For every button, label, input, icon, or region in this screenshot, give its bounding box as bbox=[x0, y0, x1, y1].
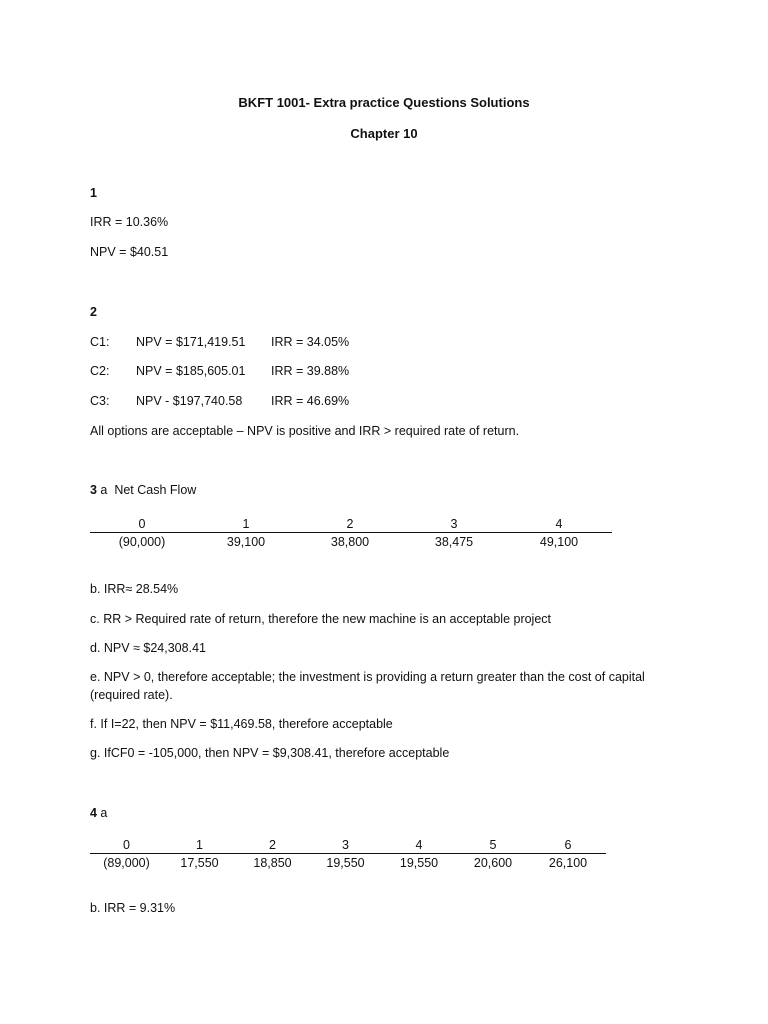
period-header: 4 bbox=[382, 834, 456, 854]
cash-flow-cell: 20,600 bbox=[473, 856, 513, 870]
q2-row-label: C2: bbox=[90, 364, 110, 378]
q2-row-npv: NPV = $185,605.01 bbox=[136, 364, 246, 378]
q2-row-irr: IRR = 34.05% bbox=[271, 335, 350, 349]
q2-row-irr: IRR = 46.69% bbox=[271, 394, 350, 408]
q4-heading bbox=[90, 806, 107, 820]
q3-part-c: c. RR > Required rate of return, therefore the new machine is an acceptable project bbox=[90, 612, 552, 626]
q1-npv: NPV = $40.51 bbox=[90, 245, 169, 259]
cash-flow-cell: 38,800 bbox=[330, 535, 370, 549]
period-header: 2 bbox=[236, 834, 309, 854]
period-header: 1 bbox=[163, 834, 236, 854]
cash-flow-cell: 19,550 bbox=[399, 856, 439, 870]
table-row bbox=[90, 533, 612, 556]
q4-part-b: b. IRR = 9.31% bbox=[90, 901, 176, 915]
table-row bbox=[90, 854, 606, 877]
cash-flow-cell: 26,100 bbox=[548, 856, 588, 870]
q3-part-d: d. NPV ≈ $24,308.41 bbox=[90, 641, 206, 655]
question-1-number: 1 bbox=[90, 186, 97, 200]
period-header: 0 bbox=[90, 834, 163, 854]
question-4-number: 4 bbox=[90, 806, 97, 820]
cash-flow-cell: 49,100 bbox=[539, 535, 579, 549]
period-header: 2 bbox=[298, 513, 402, 533]
cash-flow-cell: 18,850 bbox=[253, 856, 292, 870]
q4-cash-flow-table bbox=[90, 834, 606, 876]
cash-flow-cell: 39,100 bbox=[226, 535, 266, 549]
cash-flow-cell: 17,550 bbox=[180, 856, 219, 870]
q2-row-label: C1: bbox=[90, 335, 110, 349]
q3-part-e-line2: (required rate). bbox=[90, 688, 173, 702]
chapter-heading: Chapter 10 bbox=[350, 126, 418, 141]
q2-conclusion: All options are acceptable – NPV is positive and IRR > required rate of return. bbox=[90, 424, 520, 438]
document-title: BKFT 1001- Extra practice Questions Solutions bbox=[238, 95, 530, 110]
period-header: 0 bbox=[90, 513, 194, 533]
q3-part-g: g. IfCF0 = -105,000, then NPV = $9,308.41, therefore acceptable bbox=[90, 746, 450, 760]
q3-part-f: f. If I=22, then NPV = $11,469.58, therefore acceptable bbox=[90, 717, 393, 731]
cash-flow-cell: 38,475 bbox=[434, 535, 474, 549]
question-3-number: 3 bbox=[90, 483, 97, 497]
cash-flow-cell: (89,000) bbox=[103, 856, 150, 870]
period-header: 3 bbox=[402, 513, 506, 533]
table-header-row bbox=[90, 834, 606, 854]
period-header: 4 bbox=[506, 513, 612, 533]
cash-flow-cell: (90,000) bbox=[118, 535, 166, 549]
q3-part-a-label: a Net Cash Flow bbox=[96, 483, 197, 497]
period-header: 3 bbox=[309, 834, 382, 854]
q3-part-b: b. IRR≈ 28.54% bbox=[90, 582, 179, 596]
period-header: 6 bbox=[530, 834, 606, 854]
q2-row-npv: NPV - $197,740.58 bbox=[136, 394, 243, 408]
table-header-row bbox=[90, 513, 612, 533]
q2-row-irr: IRR = 39.88% bbox=[271, 364, 350, 378]
period-header: 1 bbox=[194, 513, 298, 533]
q4-part-a-label: a bbox=[96, 806, 108, 820]
q2-row-npv: NPV = $171,419.51 bbox=[136, 335, 246, 349]
q3-heading bbox=[90, 483, 196, 497]
period-header: 5 bbox=[456, 834, 530, 854]
cash-flow-cell: 19,550 bbox=[326, 856, 365, 870]
q1-irr: IRR = 10.36% bbox=[90, 215, 169, 229]
q3-part-e-line1: e. NPV > 0, therefore acceptable; the investment is providing a return greater than the cost of capital bbox=[90, 670, 645, 684]
q3-cash-flow-table bbox=[90, 513, 612, 555]
question-2-number: 2 bbox=[90, 305, 97, 319]
q2-row-label: C3: bbox=[90, 394, 110, 408]
